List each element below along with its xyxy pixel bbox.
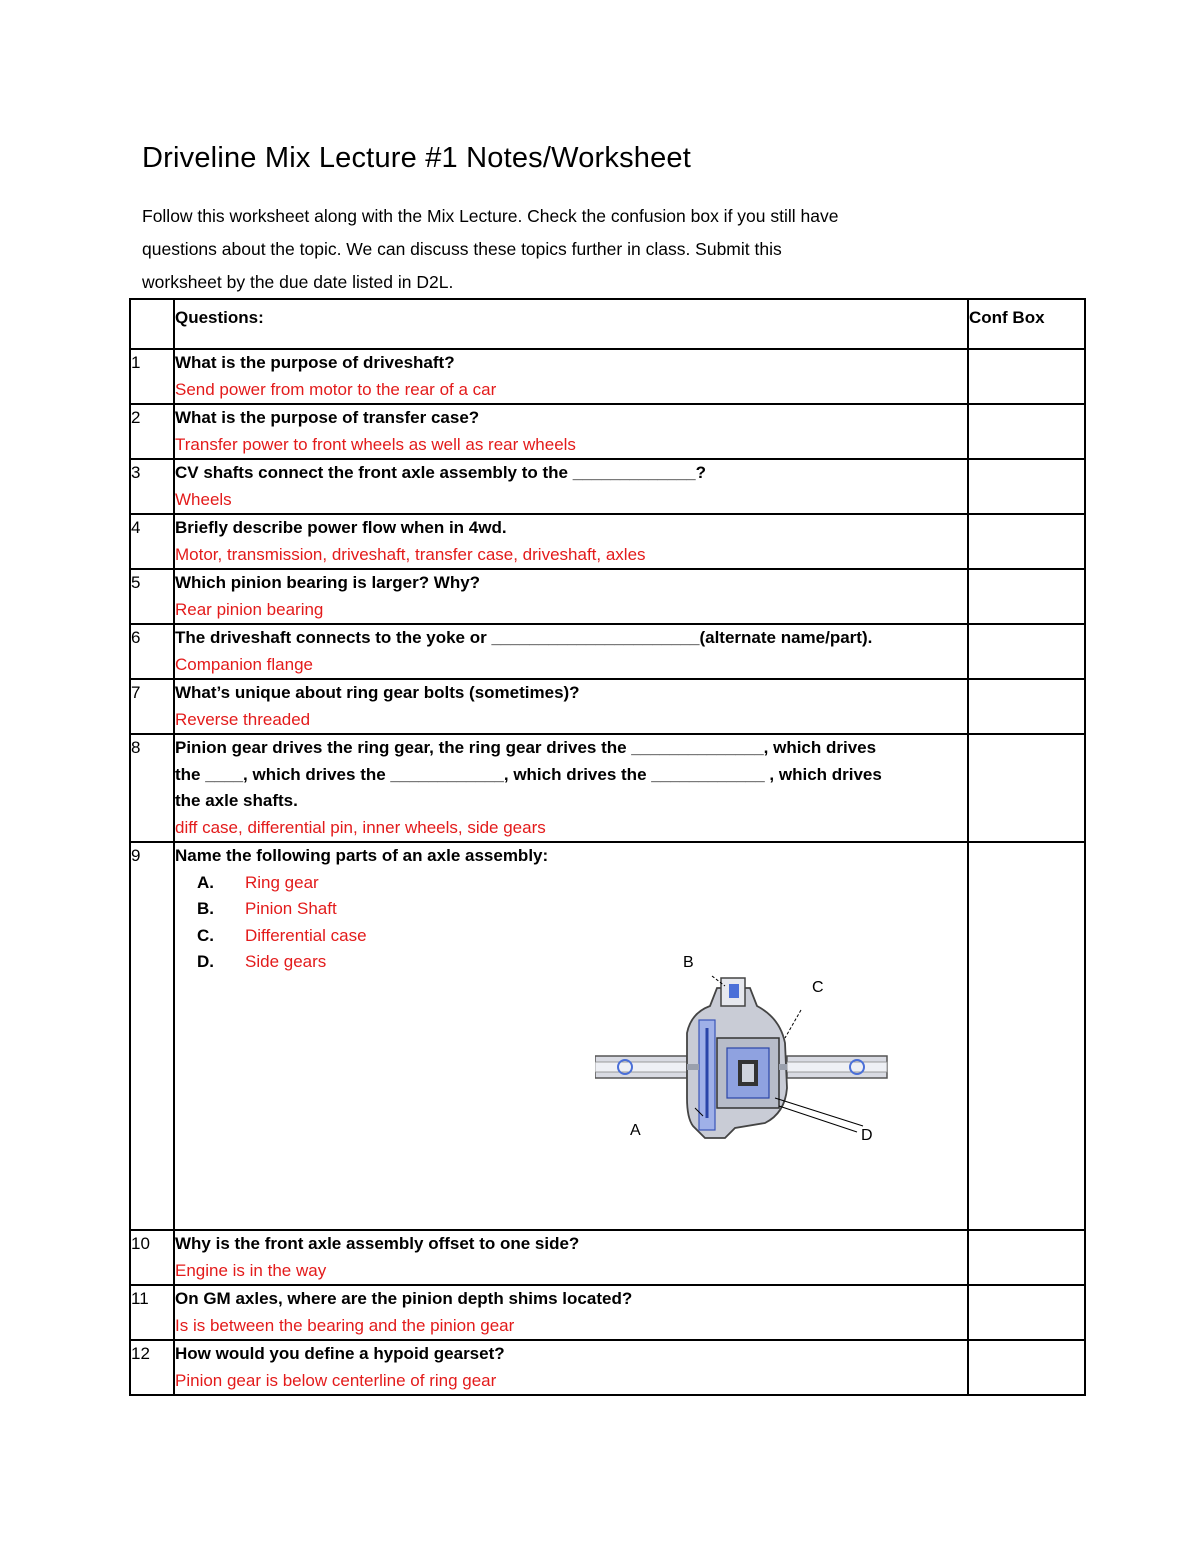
- table-row: [130, 404, 1085, 459]
- question-text: What is the purpose of driveshaft?: [175, 353, 455, 372]
- question-text: Why is the front axle assembly offset to one side?: [175, 1234, 580, 1253]
- table-row: [130, 1230, 1085, 1285]
- question-text: What is the purpose of transfer case?: [175, 408, 480, 427]
- question-text: Which pinion bearing is larger? Why?: [175, 573, 481, 592]
- list-item: A. Ring gear: [197, 870, 967, 897]
- table-row: [130, 569, 1085, 624]
- row-number: 10: [130, 1230, 174, 1285]
- differential-illustration: [595, 948, 905, 1148]
- table-row: [130, 842, 1085, 1230]
- part-answer: Side gears: [245, 952, 327, 971]
- conf-box[interactable]: [968, 1230, 1085, 1285]
- answer-text: Pinion gear is below centerline of ring gear: [175, 1370, 497, 1390]
- diagram-label-a: A: [630, 1122, 641, 1139]
- table-row: [130, 734, 1085, 842]
- conf-box[interactable]: [968, 514, 1085, 569]
- diagram-label-d: D: [861, 1127, 873, 1144]
- answer-text: Wheels: [175, 489, 232, 509]
- question-cell: [174, 459, 968, 514]
- conf-box-header: Conf Box: [968, 299, 1085, 349]
- part-answer: Differential case: [245, 925, 367, 945]
- conf-box[interactable]: [968, 459, 1085, 514]
- intro-line: Follow this worksheet along with the Mix Lecture. Check the confusion box if you still have: [142, 206, 839, 226]
- row-number: 4: [130, 514, 174, 569]
- question-cell: [174, 404, 968, 459]
- question-cell: [174, 734, 968, 842]
- intro-line: questions about the topic. We can discuss these topics further in class. Submit this: [142, 239, 782, 259]
- answer-text: Transfer power to front wheels as well as rear wheels: [175, 434, 576, 454]
- question-cell: [174, 569, 968, 624]
- table-header-row: [130, 299, 1085, 349]
- question-cell: [174, 1340, 968, 1395]
- conf-box[interactable]: [968, 349, 1085, 404]
- question-text: the ____, which drives the ____________, which drives the ____________ , which drives: [175, 764, 882, 784]
- worksheet-table: [129, 298, 1086, 1396]
- answer-text: diff case, differential pin, inner wheels, side gears: [175, 817, 546, 837]
- question-text: Name the following parts of an axle assembly:: [175, 846, 549, 865]
- question-cell: [174, 1285, 968, 1340]
- row-number: 2: [130, 404, 174, 459]
- conf-box[interactable]: [968, 404, 1085, 459]
- question-cell: [174, 679, 968, 734]
- question-cell: [174, 349, 968, 404]
- table-row: [130, 349, 1085, 404]
- table-row: [130, 624, 1085, 679]
- header-num-cell: [130, 299, 174, 349]
- table-row: [130, 459, 1085, 514]
- part-answer: Ring gear: [245, 872, 319, 892]
- row-number: 12: [130, 1340, 174, 1395]
- answer-text: Is is between the bearing and the pinion gear: [175, 1315, 515, 1335]
- conf-box[interactable]: [968, 734, 1085, 842]
- conf-box[interactable]: [968, 842, 1085, 1230]
- table-row: [130, 514, 1085, 569]
- question-text: the axle shafts.: [175, 791, 298, 810]
- question-text: CV shafts connect the front axle assembly to the _____________?: [175, 463, 707, 482]
- question-text: Briefly describe power flow when in 4wd.: [175, 518, 507, 537]
- answer-text: Send power from motor to the rear of a car: [175, 379, 497, 399]
- row-number: 11: [130, 1285, 174, 1340]
- answer-text: Motor, transmission, driveshaft, transfer case, driveshaft, axles: [175, 544, 646, 564]
- diagram-label-b: B: [683, 954, 694, 971]
- table-row: [130, 1285, 1085, 1340]
- table-row: [130, 1340, 1085, 1395]
- conf-box[interactable]: [968, 569, 1085, 624]
- conf-box[interactable]: [968, 679, 1085, 734]
- row-number: 9: [130, 842, 174, 1230]
- diagram-label-c: C: [812, 979, 824, 996]
- row-number: 7: [130, 679, 174, 734]
- question-text: On GM axles, where are the pinion depth shims located?: [175, 1289, 633, 1308]
- row-number: 6: [130, 624, 174, 679]
- table-row: [130, 679, 1085, 734]
- axle-diagram: [595, 948, 905, 1148]
- part-answer: Pinion Shaft: [245, 899, 337, 918]
- question-cell: [174, 842, 968, 1230]
- conf-box[interactable]: [968, 624, 1085, 679]
- list-item: B. Pinion Shaft: [197, 896, 967, 923]
- answer-text: Engine is in the way: [175, 1260, 327, 1280]
- question-text: Pinion gear drives the ring gear, the ring gear drives the ______________, which drives: [175, 738, 877, 757]
- answer-text: Reverse threaded: [175, 709, 311, 729]
- question-text: The driveshaft connects to the yoke or ______________________(alternate name/part).: [175, 628, 873, 647]
- question-cell: [174, 624, 968, 679]
- question-text: What’s unique about ring gear bolts (sometimes)?: [175, 683, 580, 702]
- answer-text: Rear pinion bearing: [175, 599, 324, 619]
- list-item: D. Side gears: [197, 949, 967, 976]
- row-number: 8: [130, 734, 174, 842]
- conf-box[interactable]: [968, 1340, 1085, 1395]
- row-number: 3: [130, 459, 174, 514]
- intro-paragraph: [142, 200, 962, 299]
- conf-box[interactable]: [968, 1285, 1085, 1340]
- row-number: 5: [130, 569, 174, 624]
- row-number: 1: [130, 349, 174, 404]
- question-cell: [174, 514, 968, 569]
- question-text: How would you define a hypoid gearset?: [175, 1344, 505, 1363]
- page-title: Driveline Mix Lecture #1 Notes/Worksheet: [142, 142, 692, 174]
- list-item: C. Differential case: [197, 923, 967, 950]
- question-cell: [174, 1230, 968, 1285]
- answer-text: Companion flange: [175, 654, 313, 674]
- questions-header: Questions:: [174, 299, 968, 349]
- intro-line: worksheet by the due date listed in D2L.: [142, 272, 454, 292]
